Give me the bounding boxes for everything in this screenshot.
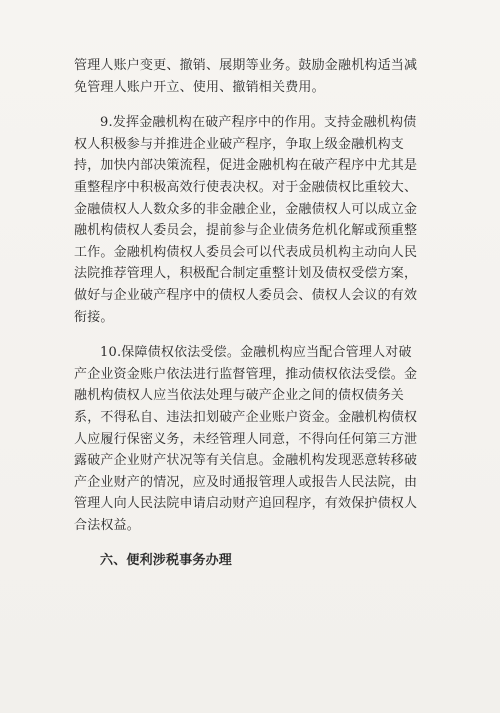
document-body (74, 55, 438, 572)
text-line: 持，加快内部决策流程，促进金融机构在破产程序中尤其是 (74, 158, 418, 174)
text-line: 工作。金融机构债权人委员会可以代表成员机构主动向人民 (74, 244, 418, 260)
text-line: 露破产企业财产状况等有关信息。金融机构发现恶意转移破 (74, 453, 418, 469)
text-line: 管理人向人民法院申请启动财产追回程序，有效保护债权人 (74, 496, 418, 512)
text-line: 免管理人账户开立、使用、撤销相关费用。 (74, 79, 325, 95)
text-line: 做好与企业破产程序中的债权人委员会、债权人会议的有效 (74, 287, 418, 303)
text-line: 权人积极参与并推进企业破产程序，争取上级金融机构支 (74, 136, 405, 152)
text-line: 金融债权人人数众多的非金融企业，金融债权人可以成立金 (74, 201, 418, 217)
text-line: 融机构债权人应当依法处理与破产企业之间的债权债务关 (74, 388, 405, 404)
paragraph-10 (74, 342, 438, 536)
section-heading: 六、便利涉税事务办理 (100, 553, 233, 569)
text-line: 产企业财产的情况，应及时通报管理人或报告人民法院，由 (74, 474, 418, 490)
text-line: 法院推荐管理人，积极配合制定重整计划及债权受偿方案， (74, 266, 418, 282)
paragraph-gap (74, 536, 438, 550)
text-line: 系，不得私自、违法扣划破产企业账户资金。金融机构债权 (74, 409, 418, 425)
text-line: 重整程序中积极高效行使表决权。对于金融债权比重较大、 (74, 179, 418, 195)
paragraph-9 (74, 112, 438, 328)
text-line: 合法权益。 (74, 517, 141, 533)
text-line: 衔接。 (74, 309, 114, 325)
text-line: 产企业资金账户依法进行监督管理，推动债权依法受偿。金 (74, 366, 418, 382)
text-line: 融机构债权人委员会，提前参与企业债务危机化解或预重整 (74, 223, 418, 239)
text-line: 9.发挥金融机构在破产程序中的作用。支持金融机构债 (100, 115, 417, 131)
text-line: 人应履行保密义务，未经管理人同意，不得向任何第三方泄 (74, 431, 418, 447)
text-line: 管理人账户变更、撤销、展期等业务。鼓励金融机构适当减 (74, 58, 418, 73)
paragraph-gap (74, 328, 438, 342)
paragraph-intro (74, 55, 438, 98)
text-line: 10.保障债权依法受偿。金融机构应当配合管理人对破 (100, 345, 412, 361)
paragraph-gap (74, 98, 438, 112)
